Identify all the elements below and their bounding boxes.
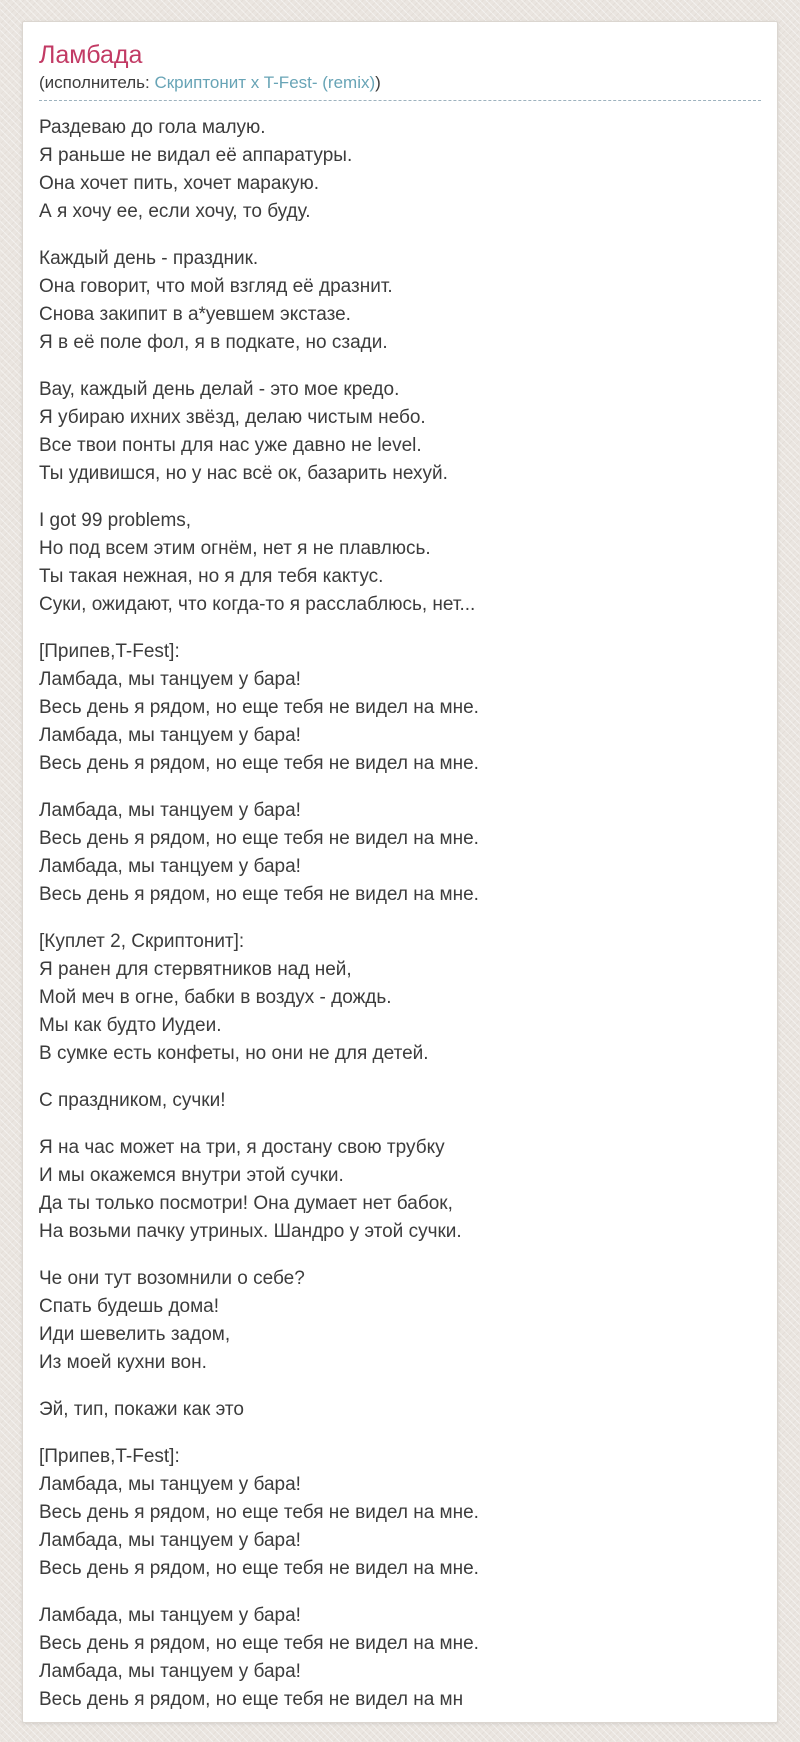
lyric-line: Я ранен для стервятников над ней, — [39, 958, 352, 980]
stanza — [39, 1265, 761, 1377]
stanza — [39, 1134, 761, 1246]
lyric-line: Ламбада, мы танцуем у бара! — [39, 724, 301, 746]
lyric-line: Ламбада, мы танцуем у бара! — [39, 1473, 301, 1495]
lyric-line: Суки, ожидают, что когда-то я расслаблюсь, нет... — [39, 593, 476, 615]
lyric-line: В сумке есть конфеты, но они не для детей. — [39, 1042, 429, 1064]
lyric-line: С праздником, сучки! — [39, 1089, 226, 1111]
lyric-line: Спать будешь дома! — [39, 1295, 220, 1317]
lyric-line: Все твои понты для нас уже давно не level. — [39, 434, 422, 456]
lyric-line: Весь день я рядом, но еще тебя не видел на мне. — [39, 1632, 479, 1654]
lyrics-text — [39, 101, 761, 1714]
lyric-line: Ты такая нежная, но я для тебя кактус. — [39, 565, 384, 587]
lyric-line: Я раньше не видал её аппаратуры. — [39, 144, 353, 166]
lyric-line: Ты удивишся, но у нас всё ок, базарить нехуй. — [39, 462, 448, 484]
lyric-line: Ламбада, мы танцуем у бара! — [39, 855, 301, 877]
lyric-line: [Припев,T-Fest]: — [39, 1445, 180, 1467]
lyric-line: Весь день я рядом, но еще тебя не видел на мне. — [39, 883, 479, 905]
song-title: Ламбада — [39, 41, 143, 69]
stanza — [39, 638, 761, 778]
lyric-line: I got 99 problems, — [39, 509, 192, 531]
lyric-line: Из моей кухни вон. — [39, 1351, 207, 1373]
stanza — [39, 507, 761, 619]
lyrics-card — [22, 21, 778, 1723]
artist-link[interactable]: Скриптонит x T-Fest- (remix) — [154, 72, 376, 92]
lyric-line: Вау, каждый день делай - это мое кредо. — [39, 378, 400, 400]
lyric-line: Ламбада, мы танцуем у бара! — [39, 1529, 301, 1551]
lyric-line: Я в её поле фол, я в подкате, но сзади. — [39, 331, 388, 353]
lyric-line: Ламбада, мы танцуем у бара! — [39, 668, 301, 690]
lyric-line: Снова закипит в а*уевшем экстазе. — [39, 303, 351, 325]
stanza — [39, 1602, 761, 1714]
lyric-line: Мы как будто Иудеи. — [39, 1014, 222, 1036]
lyric-line: Весь день я рядом, но еще тебя не видел на мне. — [39, 696, 479, 718]
lyric-line: [Припев,T-Fest]: — [39, 640, 180, 662]
lyric-line: Я на час может на три, я достану свою трубку — [39, 1136, 445, 1158]
lyric-line: Весь день я рядом, но еще тебя не видел на мне. — [39, 1501, 479, 1523]
lyric-line: А я хочу ее, если хочу, то буду. — [39, 200, 311, 222]
stanza — [39, 1087, 761, 1115]
artist-label-suffix: ) — [375, 72, 381, 92]
stanza — [39, 1443, 761, 1583]
lyric-line: Весь день я рядом, но еще тебя не видел на мне. — [39, 752, 479, 774]
lyric-line: Я убираю ихних звёзд, делаю чистым небо. — [39, 406, 426, 428]
stanza — [39, 928, 761, 1068]
lyric-line: Весь день я рядом, но еще тебя не видел на мн — [39, 1688, 464, 1710]
stanza — [39, 245, 761, 357]
lyric-line: Эй, тип, покажи как это — [39, 1398, 244, 1420]
lyric-line: Ламбада, мы танцуем у бара! — [39, 1660, 301, 1682]
lyric-line: Она хочет пить, хочет маракую. — [39, 172, 319, 194]
lyric-line: Но под всем этим огнём, нет я не плавлюсь. — [39, 537, 431, 559]
lyric-line: Че они тут возомнили о себе? — [39, 1267, 305, 1289]
artist-line — [39, 73, 761, 93]
lyric-line: Иди шевелить задом, — [39, 1323, 231, 1345]
lyric-line: Весь день я рядом, но еще тебя не видел на мне. — [39, 827, 479, 849]
lyric-line: Да ты только посмотри! Она думает нет бабок, — [39, 1192, 453, 1214]
lyric-line: Ламбада, мы танцуем у бара! — [39, 799, 301, 821]
lyric-line: Мой меч в огне, бабки в воздух - дождь. — [39, 986, 392, 1008]
stanza — [39, 1396, 761, 1424]
lyric-line: Весь день я рядом, но еще тебя не видел на мне. — [39, 1557, 479, 1579]
stanza — [39, 114, 761, 226]
lyric-line: Каждый день - праздник. — [39, 247, 259, 269]
stanza — [39, 376, 761, 488]
lyric-line: [Куплет 2, Скриптонит]: — [39, 930, 245, 952]
artist-label-prefix: (исполнитель: — [39, 72, 155, 92]
lyric-line: Она говорит, что мой взгляд её дразнит. — [39, 275, 393, 297]
lyric-line: И мы окажемся внутри этой сучки. — [39, 1164, 344, 1186]
lyric-line: Ламбада, мы танцуем у бара! — [39, 1604, 301, 1626]
stanza — [39, 797, 761, 909]
lyric-line: Раздеваю до гола малую. — [39, 116, 266, 138]
lyric-line: На возьми пачку утриных. Шандро у этой сучки. — [39, 1220, 462, 1242]
